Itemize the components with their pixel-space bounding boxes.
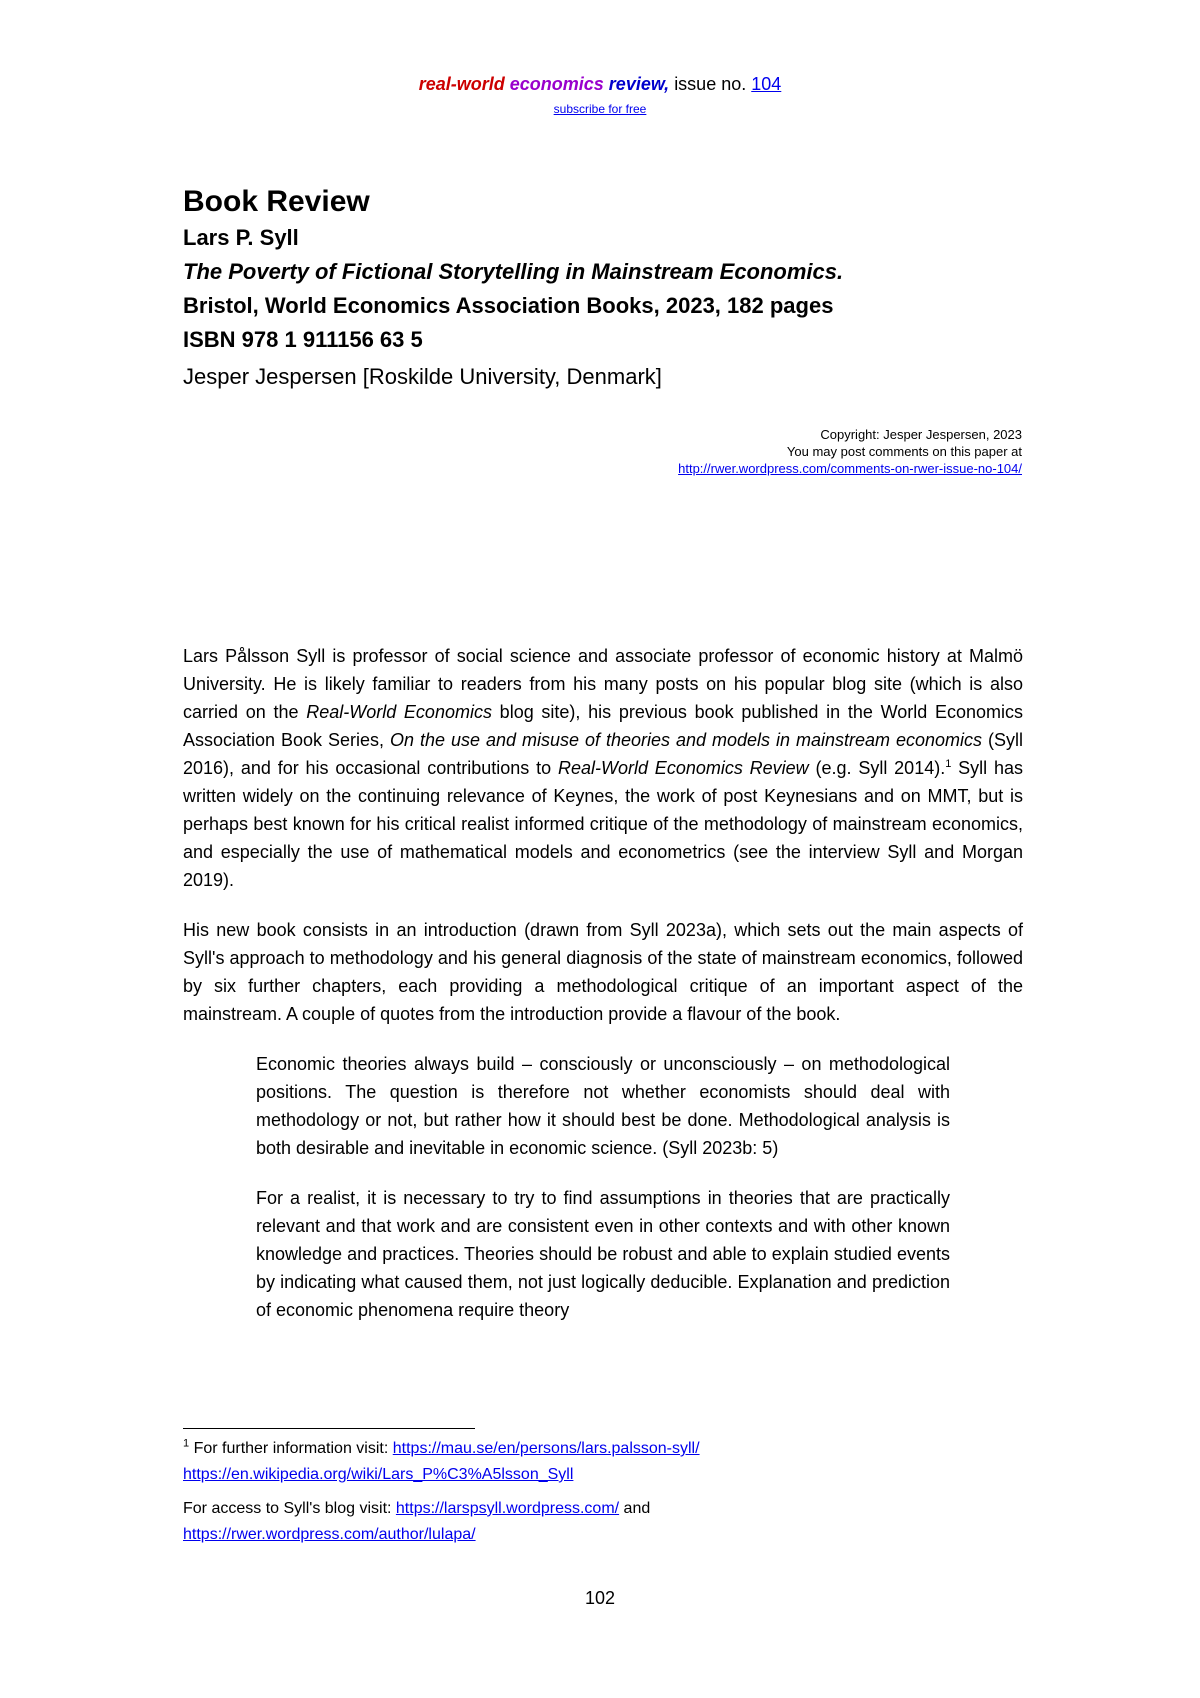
copyright-block [560,426,1022,477]
p1-italic-journal: Real-World Economics Review [557,758,809,778]
footnote-and: and [619,1500,651,1517]
wikipedia-link[interactable]: https://en.wikipedia.org/wiki/Lars_P%C3%A5lsson_Syll [183,1466,574,1483]
book-publisher: Bristol, World Economics Association Books, 2023, 182 pages [183,293,834,318]
p1-italic-book: On the use and misuse of theories and models in mainstream economics [390,730,983,750]
page-title: Book Review [183,185,370,218]
copyright-line: Copyright: Jesper Jespersen, 2023 [820,427,1022,442]
book-isbn: ISBN 978 1 911156 63 5 [183,327,423,352]
p1-text-c: blog site), his previous book published in the World Economics Association Book Series, [183,702,1023,750]
book-title: The Poverty of Fictional Storytelling in Mainstream Economics. [183,259,844,284]
subscribe-row [0,102,1200,116]
masthead-real: real-world [418,74,505,94]
masthead-economics: economics [509,74,604,94]
blog-link[interactable]: https://larspsyll.wordpress.com/ [395,1500,620,1517]
p1-text-g: (e.g. Syll 2014). [808,758,946,778]
footnote-1 [183,1436,1023,1488]
p1-text-a: Lars Pålsson Syll is professor of social science and associate professor of economic history at Malmö University. He is likely familiar to readers from his many posts on his popular blog site (which is also carried on the [183,646,1023,722]
footnote-text-1: For further information visit: [189,1440,393,1457]
paragraph-2: His new book consists in an introduction (drawn from Syll 2023a), which sets out the main aspects of Syll's approach to methodology and his general diagnosis of the state of mainstream economics, followed by six further chapters, each providing a methodological critique of an important aspect of the mainstream. A couple of quotes from the introduction provide a flavour of the book. [183,920,1023,1024]
p1-text-e: (Syll 2016), and for his occasional contributions to [183,730,1024,778]
footnote-marker: 1 [183,1437,190,1450]
p1-italic-blog: Real-World Economics [306,702,492,722]
masthead-issue-text: issue no. [674,74,747,94]
block-quote-1: Economic theories always build – consciously or unconsciously – on methodological positions. The question is therefore not whether economists should deal with methodology or not, but rather how it should best be done. Methodological analysis is both desirable and inevitable in economic science. (Syll 2023b: 5) [256,1054,950,1158]
footnotes [183,1436,1023,1556]
issue-number-link[interactable]: 104 [751,74,782,94]
page-number: 102 [584,1588,616,1608]
rwer-author-link[interactable]: https://rwer.wordpress.com/author/lulapa/ [183,1526,476,1543]
comments-line: You may post comments on this paper at [786,444,1022,459]
footnote-ref-1[interactable]: 1 [945,758,952,770]
footnote-divider [183,1428,475,1429]
mau-profile-link[interactable]: https://mau.se/en/persons/lars.palsson-syll/ [392,1440,700,1457]
paragraph-1 [183,642,1023,894]
masthead-review: review, [608,74,670,94]
journal-masthead [0,74,1200,95]
comments-link[interactable]: http://rwer.wordpress.com/comments-on-rwer-issue-no-104/ [678,461,1022,476]
book-author: Lars P. Syll [183,225,299,250]
review-header [183,183,1023,395]
reviewer-affiliation: Jesper Jespersen [Roskilde University, Denmark] [183,364,662,389]
article-body [183,642,1023,1346]
block-quote-2: For a realist, it is necessary to try to find assumptions in theories that are practically relevant and that work and are consistent even in other contexts and with other known knowledge and practices. Theories should be robust and able to explain studied events by indicating what caused them, not just logically deducible. Explanation and prediction of economic phenomena require theory [256,1188,950,1320]
footnote-text-2: For access to Syll's blog visit: [183,1500,396,1517]
subscribe-link[interactable]: subscribe for free [553,102,647,116]
p1-text-h: Syll has written widely on the continuing relevance of Keynes, the work of post Keynesians and on MMT, but is perhaps best known for his critical realist informed critique of the methodology of mainstream economics, and especially the use of mathematical models and econometrics (see the interview Syll and Morgan 2019). [183,758,1024,890]
footnote-blog [183,1496,1023,1548]
